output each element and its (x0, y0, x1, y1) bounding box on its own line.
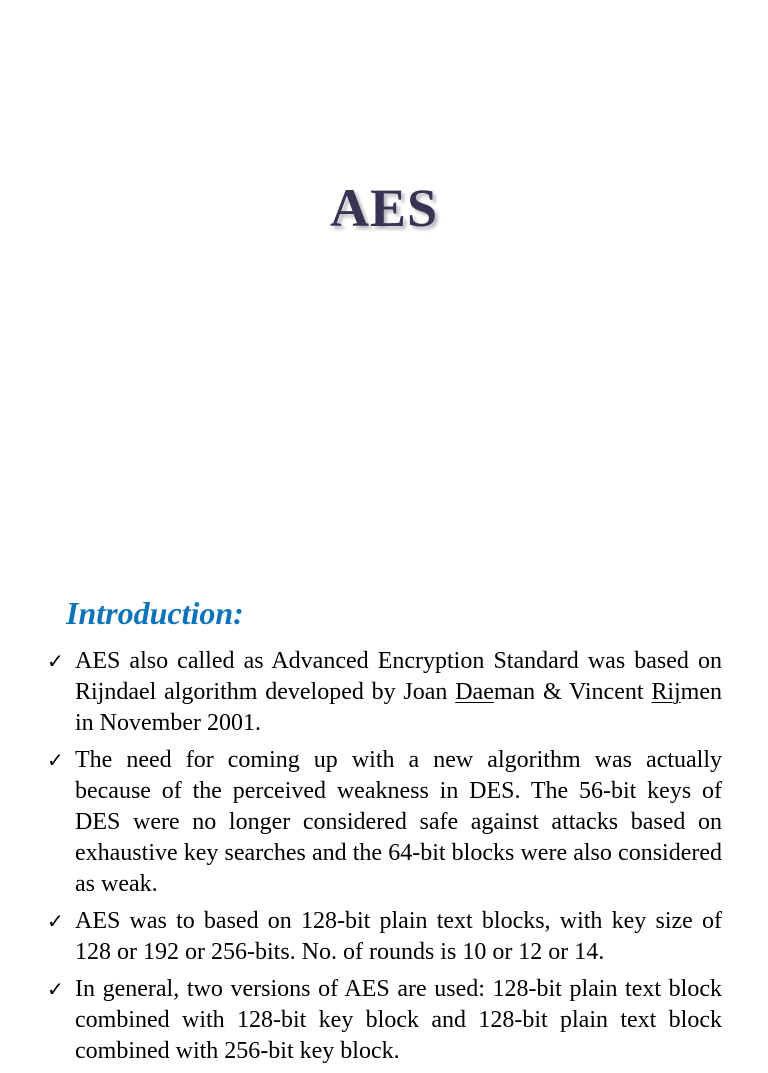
bullet-text-2: The need for coming up with a new algorithm was actually because of the perceived weakness in DES. The 56-bit keys of DES were no longer considered safe against attacks based on exhaustive key searches and the 64-bit blocks were also considered as weak. (75, 747, 722, 897)
checkmark-icon: ✓ (47, 977, 64, 1001)
introduction-heading: Introduction: (66, 595, 244, 631)
checkmark-icon: ✓ (47, 748, 64, 772)
bullet-text-3: AES was to based on 128-bit plain text blocks, with key size of 128 or 192 or 256-bits. No. of rounds is 10 or 12 or 14. (75, 908, 722, 965)
page-title: AES (329, 178, 439, 238)
bullet-text-1-part-a: AES also called as Advanced Encryption Standard was based on Rijndael algorithm developed by Joan (75, 648, 722, 705)
bullet-text-4: In general, two versions of AES are used: 128-bit plain text block combined with 128-bit key block and 128-bit plain text block combined with 256-bit key block. (75, 976, 722, 1064)
bullet-text-1-underlined-b: Rij (651, 679, 681, 705)
checkmark-icon: ✓ (47, 909, 64, 933)
bullet-item-1 (45, 646, 722, 739)
bullet-item-3 (45, 906, 722, 968)
bullet-list (45, 646, 722, 1073)
bullet-text-1-part-b: man & Vincent (493, 679, 652, 705)
bullet-item-4 (45, 974, 722, 1067)
bullet-item-2 (45, 745, 722, 900)
bullet-text-1-underlined-a: Dae (455, 679, 494, 705)
bullet-text-1-part-c: men in November 2001. (75, 679, 722, 736)
checkmark-icon: ✓ (47, 649, 64, 673)
